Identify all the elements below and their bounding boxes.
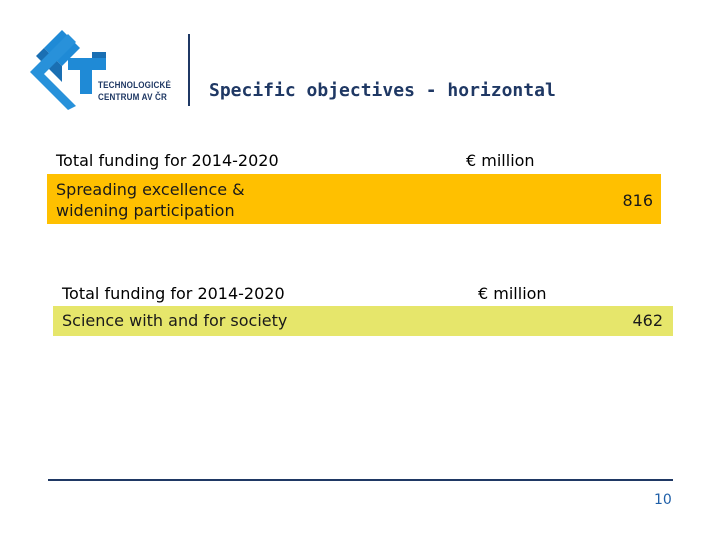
footer-divider — [48, 479, 673, 481]
logo-text — [98, 80, 171, 104]
section1-row-label — [56, 179, 245, 221]
logo-text-line2: CENTRUM AV ČR — [98, 92, 168, 103]
section1-row-label-line1: Spreading excellence & — [56, 180, 245, 199]
logo-t-cap — [92, 52, 106, 58]
section1-value: 816 — [622, 191, 653, 210]
section2-value: 462 — [632, 311, 663, 330]
header-divider — [188, 34, 190, 106]
section1-header-label: Total funding for 2014-2020 — [56, 151, 279, 170]
section1-row-label-line2: widening participation — [56, 201, 235, 220]
section2-header-label: Total funding for 2014-2020 — [62, 284, 285, 303]
section1-row — [47, 174, 661, 224]
logo-text-line1: TECHNOLOGICKÉ — [98, 80, 172, 91]
section2-unit-label: € million — [478, 284, 547, 303]
section1-unit-label: € million — [466, 151, 535, 170]
page-number: 10 — [654, 492, 672, 508]
section2-row — [53, 306, 673, 336]
page-title: Specific objectives - horizontal — [209, 80, 556, 101]
section2-row-label: Science with and for society — [62, 311, 288, 330]
